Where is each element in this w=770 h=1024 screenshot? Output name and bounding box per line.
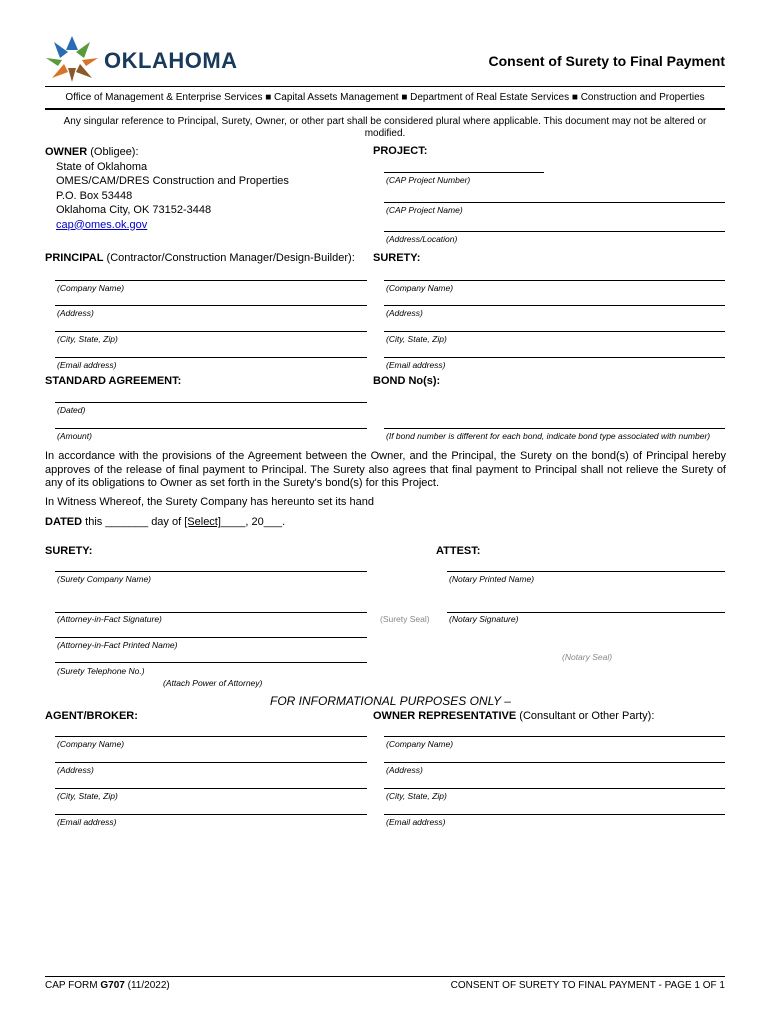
dated-label: DATED <box>45 516 83 528</box>
owner-rep-company-field[interactable] <box>384 719 725 737</box>
attach-poa-caption: (Attach Power of Attorney) <box>163 678 263 688</box>
oklahoma-logo <box>42 34 102 84</box>
owner-rep-city-field[interactable] <box>384 771 725 789</box>
form-date: (11/2022) <box>127 980 170 991</box>
attest-label: ATTEST: <box>436 545 481 557</box>
witness-text: In Witness Whereof, the Surety Company has hereunto set its hand <box>45 496 374 508</box>
notice-text: Any singular reference to Principal, Surety, Owner, or other part shall be considered plural where applicable. This document may not be altered or modified. <box>63 116 707 139</box>
notary-printed-name-caption: (Notary Printed Name) <box>449 574 535 584</box>
owner-block <box>45 145 289 232</box>
header-rule-bottom <box>45 108 725 110</box>
owner-label: OWNER <box>45 146 88 158</box>
principal-suffix: (Contractor/Construction Manager/Design-Builder): <box>106 252 355 264</box>
owner-rep-city-caption: (City, State, Zip) <box>386 791 447 801</box>
principal-city-caption: (City, State, Zip) <box>57 334 118 344</box>
footer-page-text: CONSENT OF SURETY TO FINAL PAYMENT - PAGE 1 OF 1 <box>450 980 725 991</box>
agent-company-field[interactable] <box>55 719 367 737</box>
subheader: Office of Management & Enterprise Services ■ Capital Assets Management ■ Department of Real Estate Services ■ Construction and Properties <box>65 92 705 103</box>
principal-company-field[interactable] <box>55 263 367 281</box>
bond-label: BOND No(s): <box>373 375 441 387</box>
page-title: Consent of Surety to Final Payment <box>488 53 725 69</box>
body-paragraph: In accordance with the provisions of the Agreement between the Owner, and the Principal, the Surety on the bond(s) of Principal hereby approves of the release of final payment to Principal. The Surety also agrees that final payment to Principal shall not relieve the Surety of any of its obligations to Owner as set forth in the Surety's bond(s) for this Project. <box>45 450 726 489</box>
owner-rep-suffix: (Consultant or Other Party): <box>519 710 655 722</box>
owner-rep-company-caption: (Company Name) <box>386 739 454 749</box>
owner-line-3: P.O. Box 53448 <box>56 189 133 202</box>
surety-city-field[interactable] <box>384 314 725 332</box>
owner-rep-email-caption: (Email address) <box>386 817 446 827</box>
surety-company-caption: (Company Name) <box>386 283 454 293</box>
surety-email-field[interactable] <box>384 340 725 358</box>
surety-company-name-caption: (Surety Company Name) <box>57 574 152 584</box>
owner-suffix: (Obligee): <box>90 146 139 158</box>
owner-rep-email-field[interactable] <box>384 797 725 815</box>
info-heading: FOR INFORMATIONAL PURPOSES ONLY – <box>270 694 511 708</box>
month-select[interactable]: [Select] <box>184 516 221 528</box>
form-prefix: CAP FORM <box>45 980 98 991</box>
agreement-amount-field[interactable] <box>55 411 367 429</box>
agent-email-field[interactable] <box>55 797 367 815</box>
surety-address-field[interactable] <box>384 288 725 306</box>
owner-email-link[interactable]: cap@omes.ok.gov <box>56 218 148 231</box>
agent-email-caption: (Email address) <box>57 817 117 827</box>
surety-phone-field[interactable] <box>55 645 367 663</box>
surety-city-caption: (City, State, Zip) <box>386 334 447 344</box>
project-label: PROJECT: <box>373 145 428 157</box>
aif-printed-name-field[interactable] <box>55 620 367 638</box>
form-number: G707 <box>100 980 125 991</box>
surety-address-caption: (Address) <box>386 308 423 318</box>
agreement-dated-caption: (Dated) <box>57 405 86 415</box>
owner-line-2: OMES/CAM/DRES Construction and Properties <box>56 175 289 187</box>
agent-address-caption: (Address) <box>57 765 94 775</box>
agent-broker-label: AGENT/BROKER: <box>45 710 138 722</box>
dated-this: this _______ day of <box>85 516 182 528</box>
surety-label: SURETY: <box>373 252 421 264</box>
notary-seal-caption: (Notary Seal) <box>562 652 613 662</box>
aif-signature-caption: (Attorney-in-Fact Signature) <box>57 614 162 624</box>
principal-address-caption: (Address) <box>57 308 94 318</box>
dated-line <box>45 516 285 528</box>
agreement-dated-field[interactable] <box>55 385 367 403</box>
signature-surety-label: SURETY: <box>45 545 93 557</box>
surety-seal-caption: (Surety Seal) <box>380 614 430 624</box>
cap-project-name-caption: (CAP Project Name) <box>386 205 463 215</box>
principal-company-caption: (Company Name) <box>57 283 125 293</box>
principal-address-field[interactable] <box>55 288 367 306</box>
notary-signature-caption: (Notary Signature) <box>449 614 519 624</box>
agent-address-field[interactable] <box>55 745 367 763</box>
standard-agreement-label: STANDARD AGREEMENT: <box>45 375 182 387</box>
owner-line-1: State of Oklahoma <box>56 160 148 173</box>
surety-company-name-field[interactable] <box>55 554 367 572</box>
cap-project-number-caption: (CAP Project Number) <box>386 175 471 185</box>
surety-email-caption: (Email address) <box>386 360 446 370</box>
cap-project-name-field[interactable] <box>384 185 725 203</box>
principal-email-field[interactable] <box>55 340 367 358</box>
notary-printed-name-field[interactable] <box>447 554 725 572</box>
oklahoma-star-icon <box>42 34 102 84</box>
dated-year: ____, 20___. <box>220 516 286 528</box>
surety-company-field[interactable] <box>384 263 725 281</box>
owner-line-4: Oklahoma City, OK 73152-3448 <box>56 204 212 216</box>
bond-caption: (If bond number is different for each bond, indicate bond type associated with number) <box>386 431 711 441</box>
principal-city-field[interactable] <box>55 314 367 332</box>
footer-form-id <box>45 980 170 991</box>
owner-rep-address-caption: (Address) <box>386 765 423 775</box>
owner-rep-address-field[interactable] <box>384 745 725 763</box>
principal-email-caption: (Email address) <box>57 360 117 370</box>
header-rule-top <box>45 86 725 87</box>
surety-phone-caption: (Surety Telephone No.) <box>57 666 145 676</box>
aif-printed-name-caption: (Attorney-in-Fact Printed Name) <box>57 640 178 650</box>
agreement-amount-caption: (Amount) <box>57 431 92 441</box>
logo-text: OKLAHOMA <box>104 48 238 73</box>
bond-numbers-field[interactable] <box>384 411 725 429</box>
notary-signature-field[interactable] <box>447 595 725 613</box>
agent-city-caption: (City, State, Zip) <box>57 791 118 801</box>
project-address-field[interactable] <box>384 214 725 232</box>
aif-signature-field[interactable] <box>55 595 367 613</box>
project-address-caption: (Address/Location) <box>386 234 458 244</box>
agent-company-caption: (Company Name) <box>57 739 125 749</box>
footer-rule <box>45 976 725 977</box>
agent-city-field[interactable] <box>55 771 367 789</box>
principal-label: PRINCIPAL <box>45 252 104 264</box>
owner-rep-label: OWNER REPRESENTATIVE <box>373 710 517 722</box>
cap-project-number-field[interactable] <box>384 155 544 173</box>
